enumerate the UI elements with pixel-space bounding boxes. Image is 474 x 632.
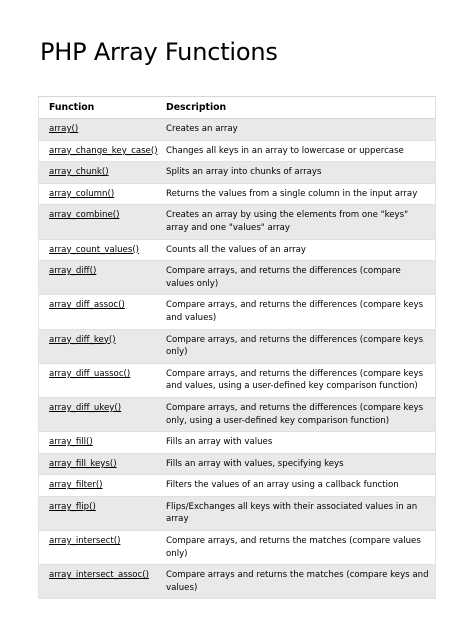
table-row: [39, 239, 435, 261]
function-description: Changes all keys in an array to lowercase or uppercase: [156, 140, 435, 162]
table-row: [39, 140, 435, 162]
function-description: Compare arrays, and returns the matches (compare values only): [156, 531, 435, 565]
table-header-row: [39, 97, 435, 119]
functions-table-container: [38, 96, 436, 599]
table-row: [39, 261, 435, 295]
table-row: [39, 183, 435, 205]
function-description: Returns the values from a single column in the input array: [156, 183, 435, 205]
table-row: [39, 295, 435, 329]
table-body: [39, 119, 435, 599]
function-link[interactable]: array_chunk(): [39, 162, 156, 184]
function-description: Compare arrays, and returns the differences (compare keys only, using a user-defined key comparison function): [156, 397, 435, 431]
table-row: [39, 475, 435, 497]
function-link[interactable]: array_fill(): [39, 432, 156, 454]
function-description: Compare arrays, and returns the differences (compare values only): [156, 261, 435, 295]
function-link[interactable]: array_column(): [39, 183, 156, 205]
function-link[interactable]: array_fill_keys(): [39, 453, 156, 475]
table-row: [39, 432, 435, 454]
function-link[interactable]: array_diff(): [39, 261, 156, 295]
function-link[interactable]: array_diff_ukey(): [39, 397, 156, 431]
table-row: [39, 496, 435, 530]
table-row: [39, 531, 435, 565]
function-link[interactable]: array_diff_key(): [39, 329, 156, 363]
function-link[interactable]: array_intersect(): [39, 531, 156, 565]
function-description: Flips/Exchanges all keys with their associated values in an array: [156, 496, 435, 530]
function-description: Filters the values of an array using a callback function: [156, 475, 435, 497]
function-description: Creates an array by using the elements from one "keys" array and one "values" array: [156, 205, 435, 239]
page-title: PHP Array Functions: [40, 38, 278, 66]
function-link[interactable]: array_change_key_case(): [39, 140, 156, 162]
function-description: Compare arrays, and returns the differences (compare keys and values): [156, 295, 435, 329]
function-link[interactable]: array_count_values(): [39, 239, 156, 261]
header-function: Function: [39, 97, 156, 119]
function-description: Compare arrays, and returns the differences (compare keys only): [156, 329, 435, 363]
table-row: [39, 329, 435, 363]
table-row: [39, 565, 435, 599]
table-row: [39, 119, 435, 141]
table-row: [39, 397, 435, 431]
function-link[interactable]: array_combine(): [39, 205, 156, 239]
function-description: Compare arrays and returns the matches (compare keys and values): [156, 565, 435, 599]
table-row: [39, 205, 435, 239]
function-link[interactable]: array_flip(): [39, 496, 156, 530]
function-link[interactable]: array_filter(): [39, 475, 156, 497]
table-row: [39, 162, 435, 184]
table-row: [39, 453, 435, 475]
function-link[interactable]: array_diff_assoc(): [39, 295, 156, 329]
table-row: [39, 363, 435, 397]
header-description: Description: [156, 97, 435, 119]
function-description: Creates an array: [156, 119, 435, 141]
function-link[interactable]: array(): [39, 119, 156, 141]
function-link[interactable]: array_diff_uassoc(): [39, 363, 156, 397]
function-description: Compare arrays, and returns the differences (compare keys and values, using a user-defined key comparison function): [156, 363, 435, 397]
function-description: Splits an array into chunks of arrays: [156, 162, 435, 184]
function-description: Counts all the values of an array: [156, 239, 435, 261]
function-description: Fills an array with values: [156, 432, 435, 454]
function-description: Fills an array with values, specifying keys: [156, 453, 435, 475]
function-link[interactable]: array_intersect_assoc(): [39, 565, 156, 599]
functions-table: [39, 97, 435, 599]
